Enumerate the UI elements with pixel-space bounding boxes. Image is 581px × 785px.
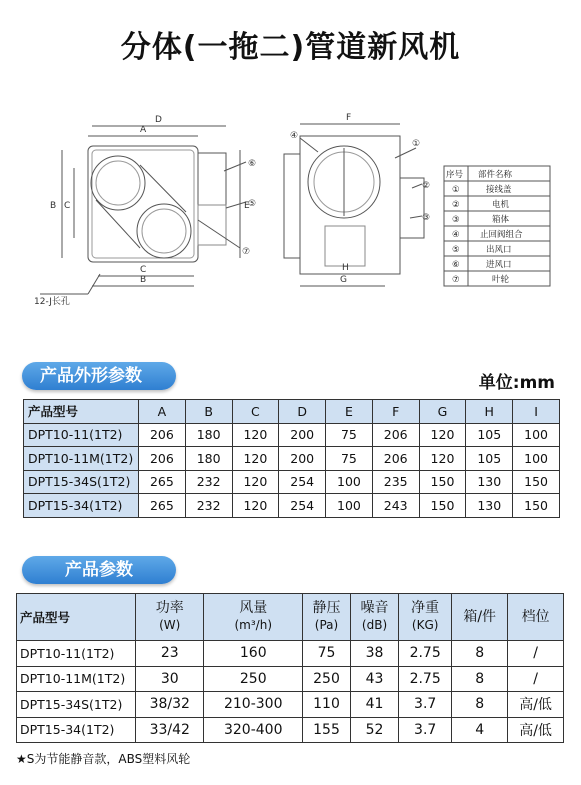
value-cell: 105 — [466, 447, 513, 471]
value-cell: 3.7 — [399, 717, 452, 743]
technical-drawing — [0, 108, 581, 328]
value-cell: 120 — [419, 423, 466, 447]
svg-text:B: B — [50, 201, 57, 211]
unit-label: 单位:mm — [478, 373, 555, 393]
value-cell: 150 — [419, 470, 466, 494]
model-cell: DPT10-11(1T2) — [17, 641, 136, 667]
svg-text:F: F — [346, 113, 352, 123]
svg-text:②: ② — [452, 200, 460, 210]
header-unit: (dB) — [361, 618, 388, 632]
svg-text:止回阀组合: 止回阀组合 — [480, 230, 523, 240]
value-cell: 23 — [136, 641, 204, 667]
svg-text:出风口: 出风口 — [486, 245, 512, 255]
value-cell: 75 — [326, 423, 373, 447]
table-row — [17, 641, 564, 667]
svg-text:⑤: ⑤ — [248, 199, 257, 209]
value-cell: 232 — [185, 470, 232, 494]
outlet-circle — [91, 156, 145, 210]
svg-text:②: ② — [422, 181, 431, 191]
value-cell: 150 — [513, 494, 560, 518]
svg-text:部件名称: 部件名称 — [478, 170, 513, 180]
svg-text:叶轮: 叶轮 — [492, 275, 510, 285]
table-row — [17, 692, 564, 718]
svg-text:③: ③ — [452, 215, 460, 225]
value-cell: 8 — [452, 692, 508, 718]
value-cell: 130 — [466, 494, 513, 518]
svg-text:H: H — [342, 263, 349, 273]
side-view-box — [300, 136, 400, 274]
model-cell: DPT15-34(1T2) — [17, 717, 136, 743]
svg-text:⑥: ⑥ — [452, 260, 460, 270]
value-cell: 254 — [279, 494, 326, 518]
value-cell: 206 — [139, 423, 186, 447]
params-table — [16, 593, 564, 743]
header-unit: (KG) — [411, 618, 439, 632]
parts-table — [444, 166, 550, 286]
header-c: C — [232, 400, 279, 424]
value-cell: 130 — [466, 470, 513, 494]
header-name: 风量 — [239, 600, 268, 616]
svg-text:④: ④ — [452, 230, 460, 240]
table-row — [17, 666, 564, 692]
value-cell: 265 — [139, 470, 186, 494]
section-label-params: 产品参数 — [22, 556, 176, 584]
header-cell — [303, 594, 351, 641]
value-cell: 120 — [232, 423, 279, 447]
value-cell: 120 — [419, 447, 466, 471]
hole-label: 12-J长孔 — [34, 297, 70, 307]
value-cell: 2.75 — [399, 641, 452, 667]
header-unit: (W) — [159, 618, 181, 632]
section-label-dimensions: 产品外形参数 — [22, 362, 176, 390]
value-cell: 200 — [279, 447, 326, 471]
model-cell: DPT15-34S(1T2) — [17, 692, 136, 718]
header-cell — [399, 594, 452, 641]
svg-text:⑤: ⑤ — [452, 245, 460, 255]
table-row — [24, 494, 560, 518]
value-cell: 150 — [513, 470, 560, 494]
header-name: 产品型号 — [20, 609, 71, 625]
header-unit: (m³/h) — [234, 618, 272, 632]
value-cell: 210-300 — [204, 692, 303, 718]
model-cell: DPT10-11M(1T2) — [24, 447, 139, 471]
value-cell: 33/42 — [136, 717, 204, 743]
value-cell: 200 — [279, 423, 326, 447]
value-cell: 8 — [452, 666, 508, 692]
table-row — [24, 423, 560, 447]
svg-text:①: ① — [412, 139, 421, 149]
value-cell: 100 — [513, 423, 560, 447]
header-name: 静压 — [312, 600, 341, 616]
header-e: E — [326, 400, 373, 424]
header-model: 产品型号 — [24, 400, 139, 424]
svg-text:接线盖: 接线盖 — [486, 185, 512, 195]
value-cell: 232 — [185, 494, 232, 518]
value-cell: 4 — [452, 717, 508, 743]
header-g: G — [419, 400, 466, 424]
value-cell: 250 — [303, 666, 351, 692]
svg-text:G: G — [340, 275, 347, 285]
value-cell: 30 — [136, 666, 204, 692]
header-name: 噪音 — [360, 600, 389, 616]
value-cell: 2.75 — [399, 666, 452, 692]
value-cell: 高/低 — [508, 717, 564, 743]
value-cell: 41 — [351, 692, 399, 718]
table-header-row — [24, 400, 560, 424]
value-cell: / — [508, 641, 564, 667]
header-name: 功率 — [155, 600, 184, 616]
dimensions-table — [23, 399, 560, 518]
svg-text:①: ① — [452, 185, 460, 195]
svg-text:E: E — [244, 201, 250, 211]
value-cell: 110 — [303, 692, 351, 718]
svg-text:⑦: ⑦ — [242, 247, 251, 257]
model-cell: DPT15-34S(1T2) — [24, 470, 139, 494]
footnote: ★S为节能静音款，ABS塑料风轮 — [16, 752, 191, 766]
table-row — [24, 447, 560, 471]
svg-text:⑥: ⑥ — [248, 159, 257, 169]
value-cell: 243 — [372, 494, 419, 518]
value-cell: 206 — [139, 447, 186, 471]
value-cell: 155 — [303, 717, 351, 743]
value-cell: 38 — [351, 641, 399, 667]
value-cell: 180 — [185, 423, 232, 447]
header-f: F — [372, 400, 419, 424]
value-cell: 38/32 — [136, 692, 204, 718]
table-header-row — [17, 594, 564, 641]
value-cell: 120 — [232, 470, 279, 494]
table-row — [24, 470, 560, 494]
header-name: 箱/件 — [463, 608, 497, 625]
svg-text:④: ④ — [290, 131, 299, 141]
inlet-circle — [137, 204, 191, 258]
value-cell: 180 — [185, 447, 232, 471]
value-cell: 250 — [204, 666, 303, 692]
table-row — [17, 717, 564, 743]
value-cell: 235 — [372, 470, 419, 494]
svg-text:B: B — [140, 275, 147, 285]
svg-text:C: C — [140, 265, 147, 275]
svg-text:电机: 电机 — [492, 200, 510, 210]
svg-text:进风口: 进风口 — [486, 260, 512, 270]
value-cell: 8 — [452, 641, 508, 667]
svg-text:箱体: 箱体 — [492, 215, 510, 225]
header-b: B — [185, 400, 232, 424]
value-cell: 160 — [204, 641, 303, 667]
header-d: D — [279, 400, 326, 424]
value-cell: 75 — [303, 641, 351, 667]
value-cell: 100 — [326, 470, 373, 494]
value-cell: 206 — [372, 447, 419, 471]
header-unit: (Pa) — [314, 618, 339, 632]
header-i: I — [513, 400, 560, 424]
value-cell: 3.7 — [399, 692, 452, 718]
svg-text:D: D — [155, 115, 162, 125]
value-cell: 75 — [326, 447, 373, 471]
header-cell — [351, 594, 399, 641]
svg-text:序号: 序号 — [446, 170, 464, 180]
value-cell: 254 — [279, 470, 326, 494]
value-cell: 52 — [351, 717, 399, 743]
header-cell — [508, 594, 564, 641]
svg-text:⑦: ⑦ — [452, 275, 460, 285]
value-cell: 320-400 — [204, 717, 303, 743]
header-cell — [136, 594, 204, 641]
value-cell: 120 — [232, 494, 279, 518]
value-cell: 206 — [372, 423, 419, 447]
model-cell: DPT15-34(1T2) — [24, 494, 139, 518]
value-cell: / — [508, 666, 564, 692]
header-cell — [17, 594, 136, 641]
model-cell: DPT10-11(1T2) — [24, 423, 139, 447]
value-cell: 120 — [232, 447, 279, 471]
header-cell — [204, 594, 303, 641]
value-cell: 105 — [466, 423, 513, 447]
model-cell: DPT10-11M(1T2) — [17, 666, 136, 692]
value-cell: 100 — [513, 447, 560, 471]
svg-text:③: ③ — [422, 213, 431, 223]
value-cell: 100 — [326, 494, 373, 518]
header-name: 档位 — [521, 608, 550, 625]
value-cell: 150 — [419, 494, 466, 518]
value-cell: 43 — [351, 666, 399, 692]
header-h: H — [466, 400, 513, 424]
value-cell: 265 — [139, 494, 186, 518]
header-name: 净重 — [411, 600, 440, 616]
value-cell: 高/低 — [508, 692, 564, 718]
header-cell — [452, 594, 508, 641]
page-title: 分体(一拖二)管道新风机 — [120, 30, 461, 65]
header-a: A — [139, 400, 186, 424]
svg-text:C: C — [64, 201, 71, 211]
svg-text:A: A — [140, 125, 147, 135]
